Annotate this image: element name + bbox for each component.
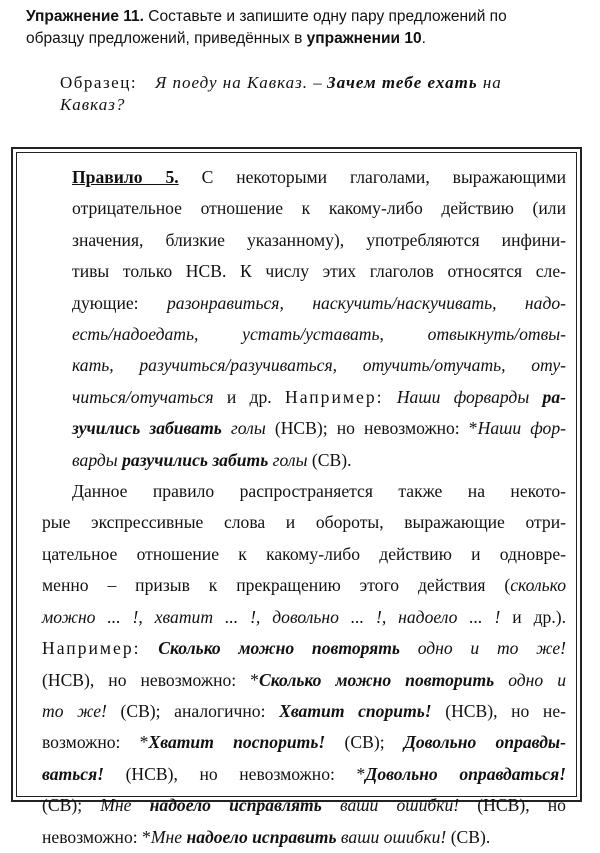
expression-list: сколько	[510, 575, 566, 596]
example-text: Мне	[100, 795, 150, 816]
exercise-text: образцу предложений, приведённых в	[26, 30, 307, 47]
exercise-text: .	[421, 30, 426, 47]
text-span: отрицательное отношение к какому-либо действию (или	[72, 198, 566, 219]
text-span: менно – призыв к прекращению этого действия (	[42, 575, 511, 596]
text-line	[42, 696, 566, 727]
example-text: Наши форварды	[383, 386, 543, 407]
sample-response-tail: Кавказ?	[60, 95, 126, 114]
text-line	[42, 382, 566, 413]
text-line	[42, 445, 566, 476]
example-text: голы	[268, 449, 308, 470]
example-text: голы	[221, 418, 266, 439]
example-emphasis: Хватит спорить!	[279, 700, 432, 721]
text-span: Данное правило распространяется также на некото-	[72, 481, 566, 502]
text-line	[42, 225, 566, 256]
text-span: (СВ).	[446, 826, 491, 847]
text-span: рые экспрессивные слова и обороты, выражающие отри-	[42, 512, 566, 533]
example-text: Мне	[150, 826, 187, 847]
example-emphasis: Сколько можно повторять	[140, 638, 400, 659]
text-span: (СВ);	[42, 795, 101, 816]
text-span: (НСВ), но невозможно: *	[42, 669, 259, 690]
text-span: (СВ).	[307, 449, 352, 470]
text-line	[42, 256, 566, 287]
example-text: то же!	[42, 700, 107, 721]
text-line	[42, 288, 566, 319]
text-span: невозможно: *	[42, 826, 151, 847]
rule-paragraph-1	[42, 162, 566, 476]
text-line	[42, 727, 566, 758]
text-line	[42, 602, 566, 633]
text-line	[42, 193, 566, 224]
verb-list: кать, разучиться/разучиваться, отучить/отучать, оту-	[72, 355, 566, 376]
exercise-reference: упражнении 10	[306, 30, 422, 47]
exercise-line-1	[26, 6, 586, 28]
example-label: Например:	[42, 638, 141, 659]
text-span: дующие:	[72, 292, 167, 313]
text-line	[42, 162, 566, 193]
example-text: Наши фор-	[477, 418, 567, 439]
example-text: ваши ошибки!	[336, 826, 447, 847]
text-line	[42, 507, 566, 538]
text-span: и др.).	[500, 606, 566, 627]
example-emphasis: надоело исправить	[186, 826, 337, 847]
example-text: варды	[72, 449, 123, 470]
text-line	[42, 539, 566, 570]
example-emphasis: ра-	[542, 386, 566, 407]
sample-label: Образец:	[60, 73, 138, 92]
text-span: возможно: *	[42, 732, 149, 753]
exercise-heading: Упражнение 11.	[26, 8, 144, 25]
text-line	[42, 822, 566, 853]
example-emphasis: разучились забить	[122, 449, 269, 470]
verb-list: есть/надоедать, устать/уставать, отвыкнуть/отвы-	[72, 324, 566, 345]
example-text: одно и	[494, 669, 566, 690]
text-span: (НСВ), но не-	[431, 700, 566, 721]
rule-paragraph-2	[42, 476, 566, 853]
example-emphasis: надоело исправлять	[149, 795, 322, 816]
sample-response: Зачем тебе ехать	[327, 73, 478, 92]
verb-list: разонравиться, наскучить/наскучивать, надо-	[167, 292, 566, 313]
sample-response-tail: на	[477, 73, 502, 92]
sample	[60, 72, 590, 116]
text-line	[42, 570, 566, 601]
example-text: одно и то же!	[399, 638, 566, 659]
text-span: (СВ); аналогично:	[106, 700, 280, 721]
example-emphasis: зучились забивать	[72, 418, 222, 439]
example-emphasis: Хватит поспорить!	[148, 732, 326, 753]
text-span: (НСВ), но	[459, 795, 566, 816]
rule-title: Правило 5.	[72, 167, 179, 187]
example-label: Например:	[284, 386, 384, 407]
text-line	[42, 759, 566, 790]
text-line	[42, 476, 566, 507]
text-span: и др.	[213, 386, 285, 407]
text-line	[42, 350, 566, 381]
rule-box-inner	[16, 152, 577, 847]
rule-box	[11, 147, 582, 847]
text-span: значения, близкие указанному), употребляются инфини-	[72, 229, 566, 250]
text-line	[42, 413, 566, 444]
example-emphasis: Сколько можно повторить	[258, 669, 495, 690]
text-span: С некоторыми глаголами, выражающими	[178, 167, 566, 187]
sample-line-2	[60, 94, 590, 116]
verb-list: читься/отучаться	[72, 386, 214, 407]
example-emphasis: Довольно оправдаться!	[365, 763, 566, 784]
example-emphasis: ваться!	[42, 763, 104, 784]
sample-line-1	[60, 72, 590, 94]
example-emphasis: Довольно оправды-	[403, 732, 566, 753]
sample-sentence: Я поеду на Кавказ. –	[155, 73, 323, 92]
exercise-11	[26, 6, 586, 50]
text-line	[42, 665, 566, 696]
text-line	[42, 319, 566, 350]
example-text: ваши ошибки!	[321, 795, 460, 816]
text-line	[42, 633, 566, 664]
text-span: (СВ);	[325, 732, 404, 753]
exercise-line-2	[26, 28, 586, 50]
text-span: тивы только НСВ. К числу этих глаголов относятся сле-	[72, 261, 566, 282]
expression-list: можно ... !, хватит ... !, довольно ... !, надоело ... !	[42, 606, 501, 627]
text-span: (НСВ); но невозможно: *	[265, 418, 478, 439]
text-span: (НСВ), но невозможно: *	[103, 763, 366, 784]
text-span: цательное отношение к какому-либо действию и одновре-	[42, 543, 566, 564]
exercise-text: Составьте и запишите одну пару предложений по	[143, 8, 507, 25]
